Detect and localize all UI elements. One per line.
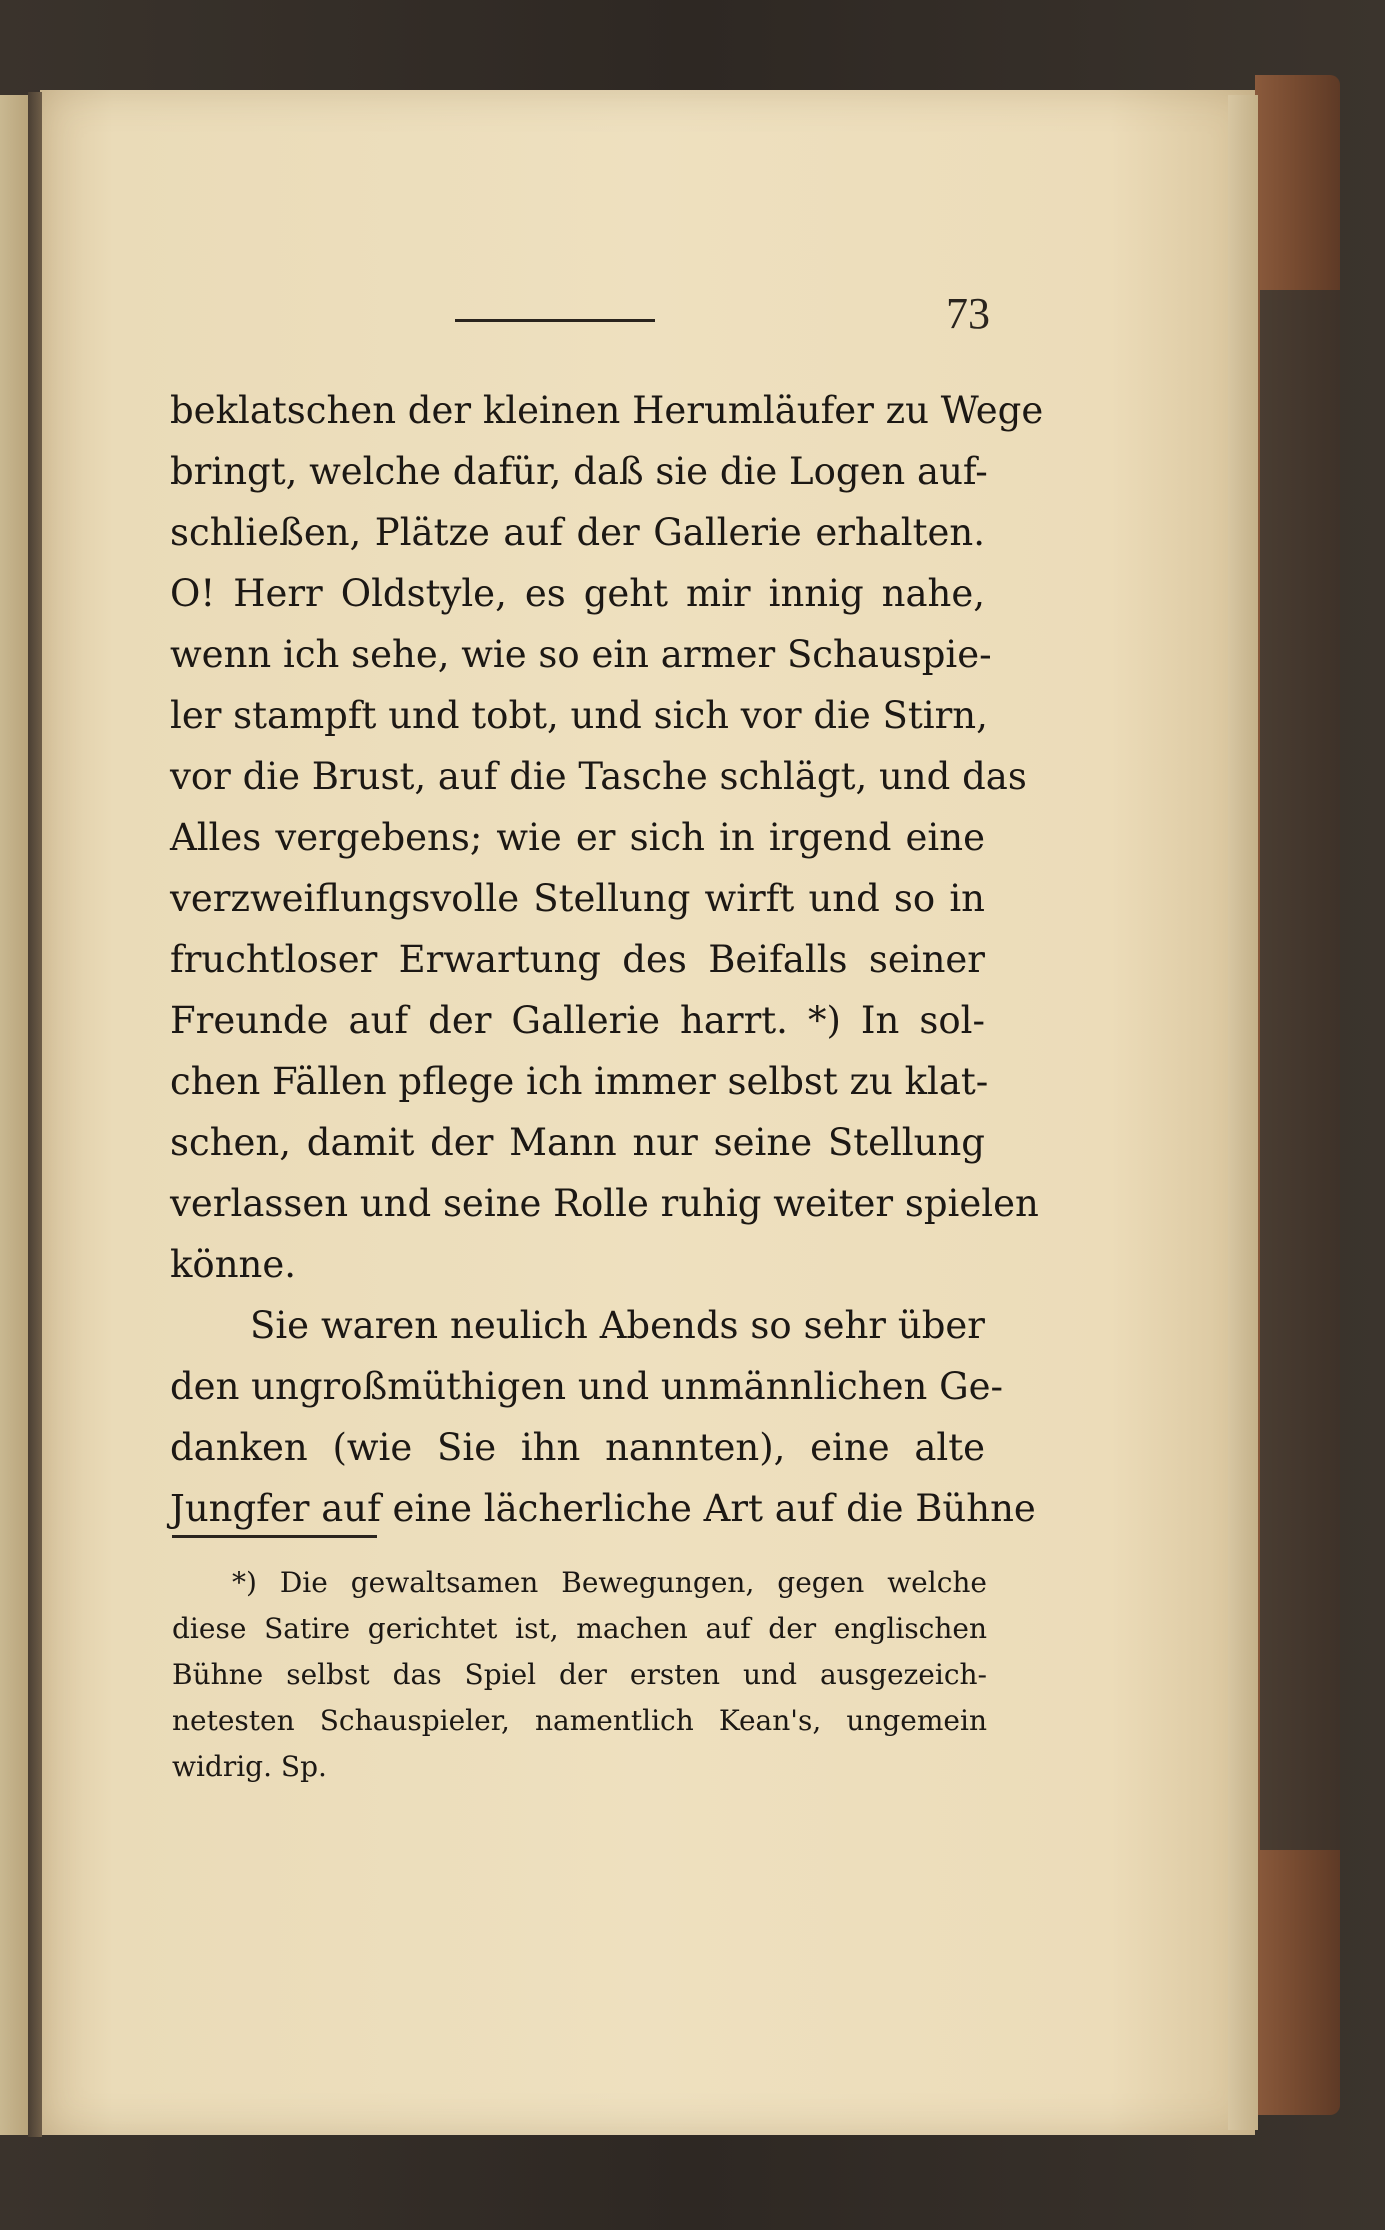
paragraph-start-line: Sie waren neulich Abends so sehr über [250, 1304, 985, 1347]
footnote-text [172, 1560, 987, 1790]
footnote-line: widrig. Sp. [172, 1750, 327, 1783]
body-text [170, 380, 1044, 1539]
text-line: bringt, welche dafür, daß sie die Logen auf- [170, 450, 988, 493]
page-number: 73 [946, 289, 990, 338]
footnote-rule [172, 1535, 377, 1538]
text-line: könne. [170, 1243, 297, 1286]
footnote-line: *) Die gewaltsamen Bewegungen, gegen welche [232, 1566, 987, 1599]
text-line: beklatschen der kleinen Herumläufer zu Wege [170, 389, 1044, 432]
text-line: vor die Brust, auf die Tasche schlägt, und das [170, 755, 1027, 798]
footnote-line: netesten Schauspieler, namentlich Kean's, ungemein [172, 1704, 987, 1737]
cover-spine-shadow [1260, 290, 1340, 1850]
header-rule [455, 319, 655, 322]
text-line: den ungroßmüthigen und unmännlichen Ge- [170, 1365, 1004, 1408]
text-line: fruchtloser Erwartung des Beifalls seiner [170, 938, 985, 981]
text-line: danken (wie Sie ihn nannten), eine alte [170, 1426, 985, 1469]
text-line: ler stampft und tobt, und sich vor die Stirn, [170, 694, 988, 737]
text-line: Jungfer auf eine lächerliche Art auf die Bühne [170, 1487, 1036, 1530]
footnote-line: diese Satire gerichtet ist, machen auf der englischen [172, 1612, 987, 1645]
text-line: Alles vergebens; wie er sich in irgend eine [170, 816, 985, 859]
text-line: verlassen und seine Rolle ruhig weiter spielen [170, 1182, 1039, 1225]
text-line: schließen, Plätze auf der Gallerie erhalten. [170, 511, 985, 554]
page-stack-edge [1228, 95, 1258, 2130]
text-line: chen Fällen pflege ich immer selbst zu klat- [170, 1060, 989, 1103]
text-line: schen, damit der Mann nur seine Stellung [170, 1121, 985, 1164]
text-line: verzweiflungsvolle Stellung wirft und so in [170, 877, 985, 920]
page-gutter [28, 92, 42, 2137]
facing-page-edge [0, 95, 30, 2135]
footnote-line: Bühne selbst das Spiel der ersten und ausgezeich- [172, 1658, 987, 1691]
text-line: O! Herr Oldstyle, es geht mir innig nahe, [170, 572, 985, 615]
text-line: Freunde auf der Gallerie harrt. *) In sol- [170, 999, 985, 1042]
text-line: wenn ich sehe, wie so ein armer Schauspie- [170, 633, 992, 676]
